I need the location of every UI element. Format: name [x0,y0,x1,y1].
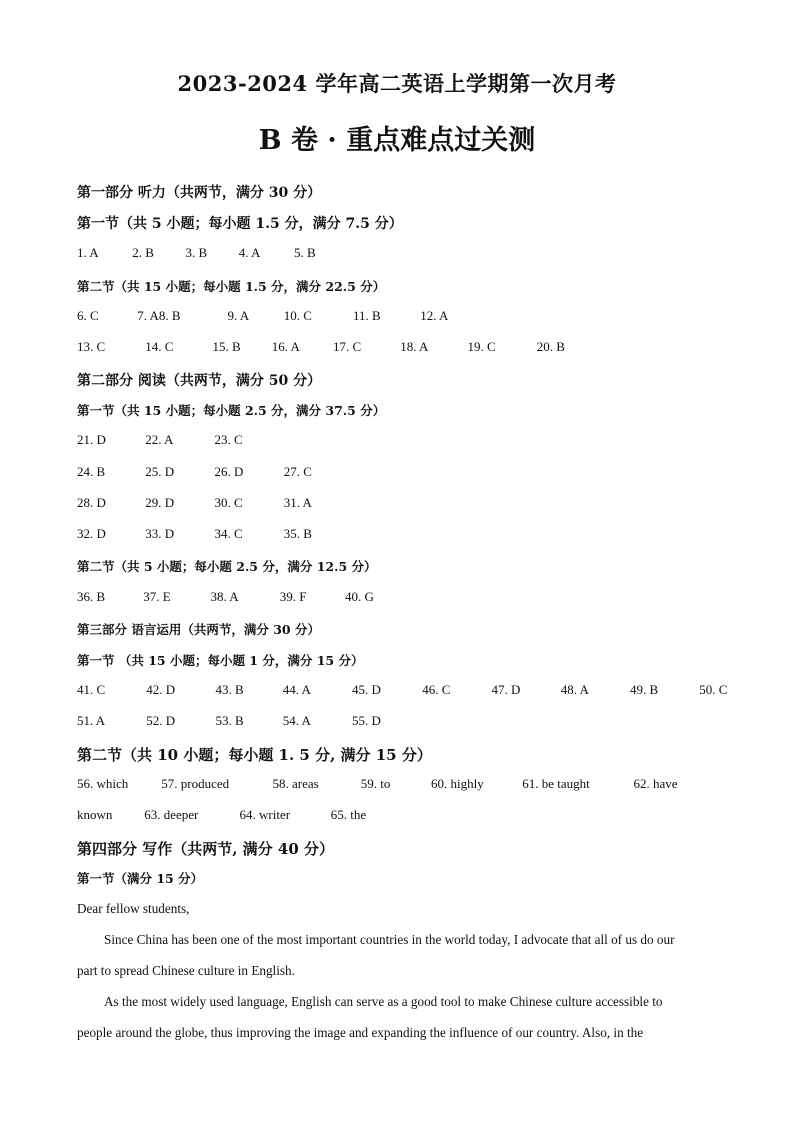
essay-paragraph-2-line-1: As the most widely used language, English can serve as a good tool to make Chinese culture accessible to [104,994,663,1009]
part1-sec2-row2 [77,339,565,355]
essay-salutation: Dear fellow students, [77,901,190,916]
answer-item: 16. A [271,339,300,354]
answer-item: 60. highly [431,776,484,791]
part2-sec1-row [77,464,312,480]
answer-item: 32. D [77,526,106,541]
answer-item: 52. D [146,713,176,728]
answer-item: 1. A [77,245,99,260]
answer-item: 18. A [400,339,429,354]
part2-sec1-row [77,432,243,448]
answer-item: 44. A [282,682,311,697]
answer-item: 4. A [238,245,261,260]
answer-item: 20. B [536,339,565,354]
answer-item: 42. D [146,682,176,697]
answer-item: 14. C [145,339,174,354]
part2-sec1-heading: 第一节（共 15 小题；每小题 2.5 分，满分 37.5 分） [77,403,386,418]
answer-item: 63. deeper [144,807,199,822]
part1-sec2-heading: 第二节（共 15 小题；每小题 1.5 分，满分 22.5 分） [77,279,386,294]
page-title: 2023-2024 学年高二英语上学期第一次月考 [177,71,617,96]
answer-item: 27. C [283,464,312,479]
essay-paragraph-2-line-2: people around the globe, thus improving the image and expanding the influence of our country. Also, in the [77,1025,644,1040]
answer-item: 2. B [132,245,154,260]
part3-sec1-heading: 第一节 （共 15 小题；每小题 1 分，满分 15 分） [77,653,364,668]
answer-item: 13. C [77,339,106,354]
answer-item: 25. D [145,464,175,479]
answer-item: 45. D [352,682,381,697]
part1-sec1-heading: 第一节（共 5 小题；每小题 1.5 分，满分 7.5 分） [77,216,403,232]
answer-item: 31. A [283,495,312,510]
part4-heading: 第四部分 写作（共两节, 满分 40 分） [77,840,334,858]
answer-item: 62. have [633,776,678,791]
answer-item: 54. A [282,713,311,728]
answer-item: 46. C [422,682,451,697]
answer-item: 50. C [699,682,728,697]
answer-item: 3. B [185,245,208,260]
part3-sec2-row1 [77,776,678,792]
answer-item: 11. B [353,308,381,323]
answer-item: 51. A [77,713,106,728]
part3-heading: 第三部分 语言运用（共两节，满分 30 分） [77,622,320,637]
part2-sec2-answers [77,589,374,605]
answer-item: 40. G [345,589,374,604]
answer-item: 21. D [77,432,106,447]
answer-item: 53. B [215,713,244,728]
answer-item: 47. D [491,682,521,697]
answer-item: 6. C [77,308,99,323]
part4-sec1-heading: 第一节（满分 15 分） [77,871,204,886]
answer-item: 29. D [145,495,175,510]
part2-heading: 第二部分 阅读（共两节，满分 50 分） [77,373,322,389]
answer-item: 19. C [467,339,496,354]
answer-item: 61. be taught [522,776,590,791]
answer-item: 38. A [210,589,239,604]
answer-item: 65. the [330,807,367,822]
answer-item: 35. B [283,526,312,541]
answer-item: 36. B [77,589,106,604]
part3-sec1-row1 [77,682,727,698]
answer-item: 34. C [214,526,243,541]
answer-item: 24. B [77,464,106,479]
answer-item: 57. produced [161,776,230,791]
answer-item: 55. D [352,713,381,728]
answer-item: 48. A [560,682,589,697]
answer-item: 58. areas [272,776,319,791]
answer-item: 17. C [333,339,362,354]
answer-item: 10. C [283,308,312,323]
page-subtitle: B 卷 · 重点难点过关测 [258,125,536,156]
answer-item: 64. writer [239,807,291,822]
part3-sec1-row2 [77,713,381,729]
part1-heading: 第一部分 听力（共两节，满分 30 分） [77,185,322,201]
answer-item: 9. A [227,308,250,323]
answer-item: 30. C [214,495,243,510]
part2-sec1-row [77,526,312,542]
essay-body [77,893,717,1048]
answer-item: 7. A8. B [137,308,181,323]
answer-item: 5. B [294,245,316,260]
answer-item: 15. B [212,339,241,354]
part1-sec1-answers [77,245,316,261]
answer-item: 49. B [630,682,659,697]
answer-item: 28. D [77,495,106,510]
answer-item: 12. A [420,308,449,323]
part2-sec1-row [77,495,312,511]
answer-item: known [77,807,113,822]
answer-item: 22. A [145,432,174,447]
answer-item: 26. D [214,464,244,479]
part3-sec2-row2 [77,807,366,823]
answer-item: 37. E [143,589,171,604]
essay-paragraph-1-line-1: Since China has been one of the most important countries in the world today, I advocate that all of us do our [104,932,675,947]
answer-item: 59. to [360,776,391,791]
answer-item: 43. B [215,682,244,697]
answer-item: 23. C [214,432,243,447]
answer-item: 41. C [77,682,106,697]
part2-sec2-heading: 第二节（共 5 小题；每小题 2.5 分，满分 12.5 分） [77,559,377,574]
answer-item: 39. F [279,589,307,604]
answer-item: 56. which [77,776,129,791]
essay-paragraph-1-line-2: part to spread Chinese culture in English. [77,963,295,978]
part1-sec2-row1 [77,308,448,324]
answer-item: 33. D [145,526,175,541]
part3-sec2-heading: 第二节（共 10 小题；每小题 1. 5 分, 满分 15 分） [77,746,432,764]
